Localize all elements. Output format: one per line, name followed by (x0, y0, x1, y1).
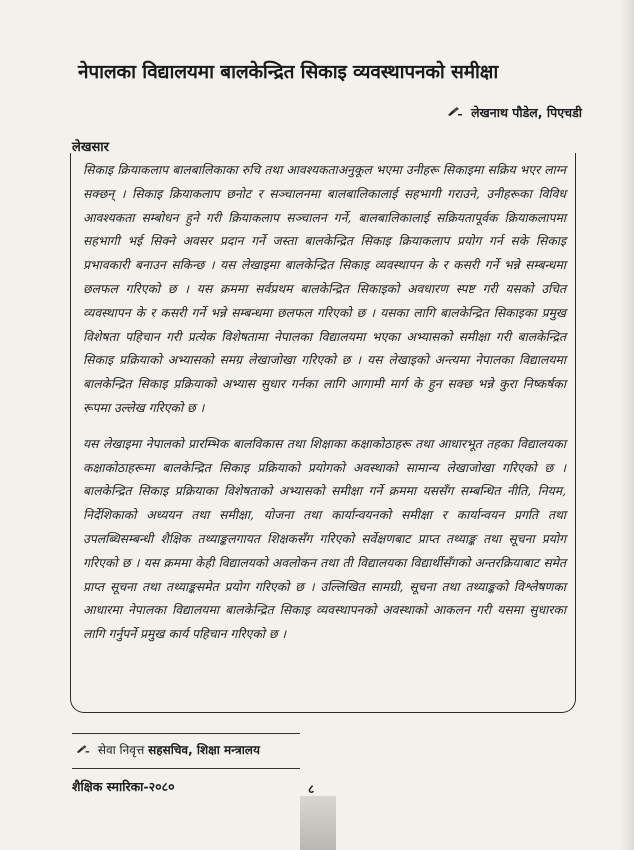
binding-gutter (300, 796, 336, 850)
abstract-box (70, 153, 576, 713)
author-name: लेखनाथ पौडेल, पिएचडी (471, 105, 582, 120)
publication-name: शैक्षिक स्मारिका-२०८० (72, 779, 175, 794)
abstract-heading: लेखसार (72, 140, 109, 155)
author-footnote (76, 741, 260, 758)
page-edge-shadow (620, 0, 634, 850)
footer-divider (72, 768, 300, 769)
author-line (447, 104, 582, 121)
pen-nib-icon (76, 743, 90, 757)
footnote-prefix: सेवा निवृत्त (97, 743, 145, 757)
footnote-role: सहसचिव, शिक्षा मन्त्रालय (148, 743, 260, 757)
pen-nib-icon (447, 105, 463, 120)
abstract-paragraph-1: सिकाइ क्रियाकलाप बालबालिकाका रुचि तथा आवश्यकताअनुकूल भएमा उनीहरू सिकाइमा सक्रिय भएर लाग्न सक्छन् । सिकाइ क्रियाकलाप छनोट र सञ्चालनमा बालबालिकालाई सहभागी गराउने, उनीहरूका विविध आवश्यकता सम्बोधन हुने गरी क्रियाकलाप सञ्चालन गर्ने, बालबालिकालाई सक्रियतापूर्वक क्रियाकलापमा सहभागी भई सिक्ने अवसर प्रदान गर्ने जस्ता बालकेन्द्रित सिकाइ क्रियाकलाप प्रयोग गर्न सके सिकाइ प्रभावकारी बनाउन सकिन्छ । यस लेखाइमा बालकेन्द्रित सिकाइ व्यवस्थापन के र कसरी गर्ने भन्ने सम्बन्धमा छलफल गरिएको छ । यस क्रममा सर्वप्रथम बालकेन्द्रित सिकाइको अवधारण स्पष्ट गरी यसको उचित व्यवस्थापन के र कसरी गर्ने भन्ने सम्बन्धमा छलफल गरिएको छ । यसका लागि बालकेन्द्रित सिकाइका प्रमुख विशेषता पहिचान गरी प्रत्येक विशेषतामा नेपालका विद्यालयमा भएका अभ्यासको समीक्षा गरी बालकेन्द्रित सिकाइ प्रक्रियाको अभ्यासको समग्र लेखाजोखा गरिएको छ । यस लेखाइको अन्त्यमा नेपालका विद्यालयमा बालकेन्द्रित सिकाइ प्रक्रियाको अभ्यास सुधार गर्नका लागि आगामी मार्ग के हुन सक्छ भन्ने कुरा निष्कर्षका रूपमा उल्लेख गरिएको छ । (83, 163, 566, 415)
footnote-divider (72, 733, 300, 734)
article-title: नेपालका विद्यालयमा बालकेन्द्रित सिकाइ व्यवस्थापनको समीक्षा (78, 61, 499, 83)
abstract-paragraph-2: यस लेखाइमा नेपालको प्रारम्भिक बालविकास तथा शिक्षाका कक्षाकोठाहरू तथा आधारभूत तहका विद्यालयका कक्षाकोठाहरूमा बालकेन्द्रित सिकाइ प्रक्रियाको प्रयोगको अवस्थाको सामान्य लेखाजोखा गरिएको छ । बालकेन्द्रित सिकाइ प्रक्रियाका विशेषताको अभ्यासको समीक्षा गर्ने क्रममा यससँग सम्बन्धित नीति, नियम, निर्देशिकाको अध्ययन तथा समीक्षा, योजना तथा कार्यान्वयनको समीक्षा र कार्यान्वयन प्रगति तथा उपलब्धिसम्बन्धी शैक्षिक तथ्याङ्कलगायत शिक्षकसँग गरिएको सर्वेक्षणबाट प्राप्त तथ्याङ्क तथा सूचना प्रयोग गरिएको छ । यस क्रममा केही विद्यालयको अवलोकन तथा ती विद्यालयका विद्यार्थीसँगको अन्तरक्रियाबाट समेत प्राप्त सूचना तथा तथ्याङ्कसमेत प्रयोग गरिएको छ । उल्लिखित सामग्री, सूचना तथा तथ्याङ्कको विश्लेषणका आधारमा नेपालका विद्यालयमा बालकेन्द्रित सिकाइ व्यवस्थापनको अवस्थाको आकलन गरी यसमा सुधारका लागि गर्नुपर्ने प्रमुख कार्य पहिचान गरिएको छ । (83, 436, 566, 642)
page-number: ८ (308, 782, 315, 796)
